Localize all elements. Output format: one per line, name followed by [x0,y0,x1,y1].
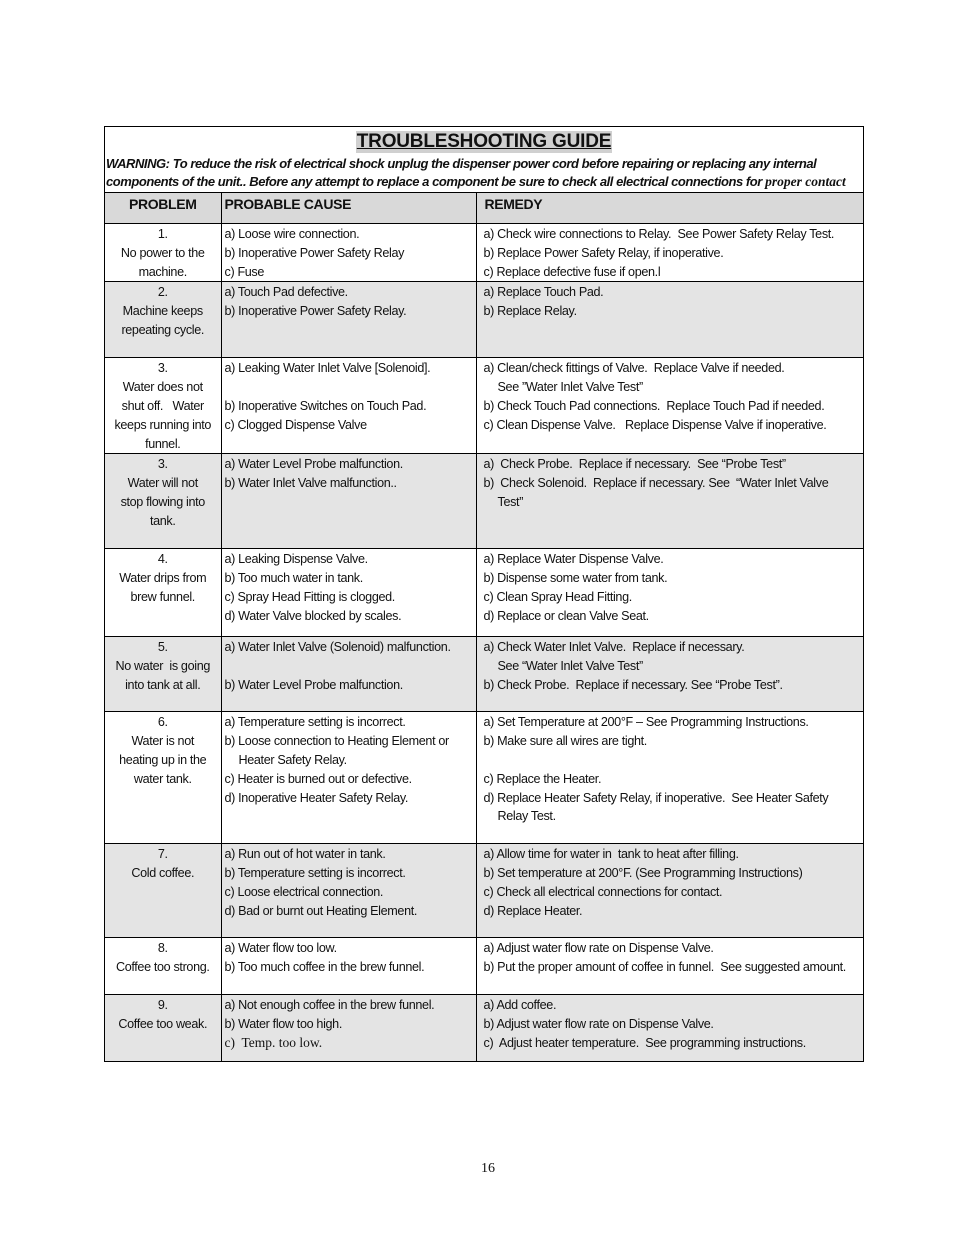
remedy-cell-line: b) Check Touch Pad connections. Replace Touch Pad if needed. [483,398,825,413]
cause-cell-line: b) Loose connection to Heating Element or [224,734,449,749]
table-row [105,844,863,938]
remedy-cell-line: c) Replace defective fuse if open.l [483,264,661,279]
header-cause: PROBABLE CAUSE [221,193,476,224]
remedy-cell-line: a) Adjust water flow rate on Dispense Valve. [483,941,714,956]
remedy-cell-line: a) Check Water Inlet Valve. Replace if necessary. [483,640,745,655]
cause-cell [221,637,476,712]
cause-cell-line: b) Water Level Probe malfunction. [224,677,403,692]
problem-cell [105,938,221,995]
cause-cell-line: a) Leaking Water Inlet Valve [Solenoid]. [224,361,431,376]
remedy-cell [476,712,863,844]
cause-cell-line: b) Too much coffee in the brew funnel. [224,960,425,975]
cause-cell-line: d) Water Valve blocked by scales. [224,608,402,623]
cause-cell-line: c) Loose electrical connection. [224,884,384,899]
problem-cell-line: 5. [157,640,168,655]
problem-cell-line: No power to the [120,245,205,260]
problem-cell-line: 3. [157,457,168,472]
problem-cell [105,844,221,938]
cause-cell [221,224,476,282]
cause-cell [221,549,476,637]
cause-cell-line: c) Clogged Dispense Valve [224,417,367,432]
remedy-cell-line: a) Replace Touch Pad. [483,285,604,300]
problem-cell-line: 8. [157,941,168,956]
remedy-cell-line: c) Clean Dispense Valve. Replace Dispense Valve if inoperative. [483,417,827,432]
cause-cell [221,995,476,1061]
cause-cell-line: a) Leaking Dispense Valve. [224,552,368,567]
remedy-cell-line: d) Replace Heater. [483,903,583,918]
remedy-cell-line: c) Clean Spray Head Fitting. [483,589,632,604]
problem-cell-line: keeps running into [114,417,212,432]
cause-cell-line: Heater Safety Relay. [238,752,347,767]
remedy-cell-line: d) Replace Heater Safety Relay, if inoperative. See Heater Safety [483,790,829,805]
remedy-cell [476,637,863,712]
problem-cell-line: shut off. Water [121,398,204,413]
cause-cell-line: a) Water flow too low. [224,941,337,956]
remedy-cell-line: a) Replace Water Dispense Valve. [483,552,664,567]
problem-cell-line: 1. [157,227,168,241]
problem-cell-line: brew funnel. [130,589,195,604]
remedy-cell [476,995,863,1061]
problem-cell [105,637,221,712]
remedy-cell [476,549,863,637]
remedy-cell [476,358,863,454]
problem-cell-line: heating up in the [119,752,207,767]
table-row [105,712,863,844]
guide-title: TROUBLESHOOTING GUIDE [356,131,612,152]
remedy-cell-line: b) Adjust water flow rate on Dispense Valve. [483,1017,714,1032]
problem-cell-line: Coffee too weak. [118,1017,208,1032]
troubleshooting-guide [104,126,864,1062]
cause-cell-line [225,657,473,676]
cause-cell-line: d) Bad or burnt out Heating Element. [224,903,418,918]
cause-cell-line: b) Water Inlet Valve malfunction.. [224,476,397,491]
problem-cell-line: 3. [157,361,168,376]
cause-cell-line: b) Too much water in tank. [224,571,363,586]
problem-cell-line: 9. [157,998,168,1013]
cause-cell-line: a) Loose wire connection. [224,227,360,241]
cause-cell-line: a) Water Level Probe malfunction. [224,457,403,472]
remedy-cell-line: See “Water Inlet Valve Test” [497,659,643,674]
remedy-cell-line: a) Allow time for water in tank to heat after filling. [483,847,739,862]
problem-cell-line: Water is not [131,734,195,749]
problem-cell [105,454,221,549]
header-problem: PROBLEM [105,193,221,224]
warning-main: WARNING: To reduce the risk of electrical shock unplug the dispenser power cord before repairing or replacing any internal components of the unit.. Before any attempt to replace a component be sure to check all electrical connections for [106,156,817,189]
cause-cell-line: a) Run out of hot water in tank. [224,847,386,862]
remedy-cell-line: b) Check Probe. Replace if necessary. See “Probe Test”. [483,677,783,692]
remedy-cell-line: b) Check Solenoid. Replace if necessary. See “Water Inlet Valve [483,476,829,491]
cause-cell [221,454,476,549]
remedy-cell-line: a) Set Temperature at 200°F – See Programming Instructions. [483,715,809,730]
remedy-cell [476,844,863,938]
problem-cell-line: 7. [157,847,168,862]
problem-cell-line: tank. [149,513,176,528]
problem-cell-line: funnel. [145,436,181,451]
cause-cell-line: c) Fuse [224,264,265,279]
remedy-cell-line: See ”Water Inlet Valve Test” [497,380,643,395]
cause-cell [221,712,476,844]
remedy-cell [476,224,863,282]
cause-cell-line: c) Spray Head Fitting is clogged. [224,589,395,604]
problem-cell-line: No water is going [115,659,210,674]
problem-cell-line: Coffee too strong. [115,960,210,975]
problem-cell-line: repeating cycle. [121,322,205,337]
problem-cell-line: 6. [157,715,168,730]
cause-cell-line: b) Temperature setting is incorrect. [224,866,406,881]
cause-cell-line: c) Heater is burned out or defective. [224,771,412,786]
warning-text [105,153,863,192]
problem-cell-line: into tank at all. [125,677,201,692]
remedy-cell-line: a) Add coffee. [483,998,557,1013]
remedy-cell-line [484,751,861,770]
remedy-cell-line: a) Check Probe. Replace if necessary. See “Probe Test” [483,457,786,472]
problem-cell [105,549,221,637]
cause-cell [221,358,476,454]
problem-cell-line: Cold coffee. [131,866,195,881]
cause-cell-line: a) Not enough coffee in the brew funnel. [224,998,435,1013]
problem-cell [105,712,221,844]
cause-cell [221,938,476,995]
remedy-cell-line: c) Adjust heater temperature. See programming instructions. [483,1035,806,1050]
cause-cell-line: b) Inoperative Switches on Touch Pad. [224,398,427,413]
remedy-cell-line: d) Replace or clean Valve Seat. [483,608,649,623]
cause-cell-line: b) Inoperative Power Safety Relay [224,245,405,260]
cause-cell [221,844,476,938]
remedy-cell-line: b) Put the proper amount of coffee in funnel. See suggested amount. [483,960,846,975]
cause-cell-line: b) Inoperative Power Safety Relay. [224,304,407,319]
table-row [105,282,863,358]
remedy-cell-line: Relay Test. [497,809,556,824]
cause-cell-line: a) Water Inlet Valve (Solenoid) malfunction. [224,640,451,655]
cause-cell [221,282,476,358]
table-header-row [105,193,863,224]
remedy-cell [476,282,863,358]
problem-cell [105,358,221,454]
problem-cell [105,282,221,358]
troubleshooting-table [105,192,863,1061]
problem-cell-line: stop flowing into [120,494,205,509]
table-row [105,224,863,282]
cause-cell-line: c) Temp. too low. [224,1034,323,1050]
problem-cell-line: water tank. [133,771,192,786]
warning-tail: proper contact [765,174,846,189]
problem-cell-line: Water will not [127,476,198,491]
problem-cell-line: Water drips from [119,571,207,586]
problem-cell-line: 2. [157,285,168,300]
table-row [105,358,863,454]
problem-cell-line: Water does not [122,380,203,395]
remedy-cell-line: a) Clean/check fittings of Valve. Replace Valve if needed. [483,361,785,376]
table-row [105,549,863,637]
guide-header [105,127,863,153]
page-number: 16 [481,1161,495,1176]
remedy-cell-line: c) Check all electrical connections for contact. [483,884,723,899]
header-remedy: REMEDY [476,193,863,224]
remedy-cell-line: b) Replace Relay. [483,304,577,319]
cause-cell-line: b) Water flow too high. [224,1017,342,1032]
cause-cell-line: a) Touch Pad defective. [224,285,348,300]
problem-cell [105,995,221,1061]
remedy-cell-line: Test” [497,494,524,509]
cause-cell-line [225,378,473,397]
table-row [105,995,863,1061]
remedy-cell-line: c) Replace the Heater. [483,771,602,786]
table-row [105,637,863,712]
table-row [105,938,863,995]
remedy-cell [476,454,863,549]
remedy-cell-line: b) Set temperature at 200°F. (See Programming Instructions) [483,866,803,881]
cause-cell-line: d) Inoperative Heater Safety Relay. [224,790,409,805]
remedy-cell-line: b) Dispense some water from tank. [483,571,668,586]
problem-cell-line: machine. [138,264,187,279]
cause-cell-line: a) Temperature setting is incorrect. [224,715,406,730]
table-row [105,454,863,549]
problem-cell-line: 4. [157,552,168,567]
remedy-cell-line: a) Check wire connections to Relay. See Power Safety Relay Test. [483,227,835,241]
remedy-cell [476,938,863,995]
remedy-cell-line: b) Make sure all wires are tight. [483,734,647,749]
remedy-cell-line: b) Replace Power Safety Relay, if inoperative. [483,245,724,260]
problem-cell-line: Machine keeps [122,304,203,319]
problem-cell [105,224,221,282]
